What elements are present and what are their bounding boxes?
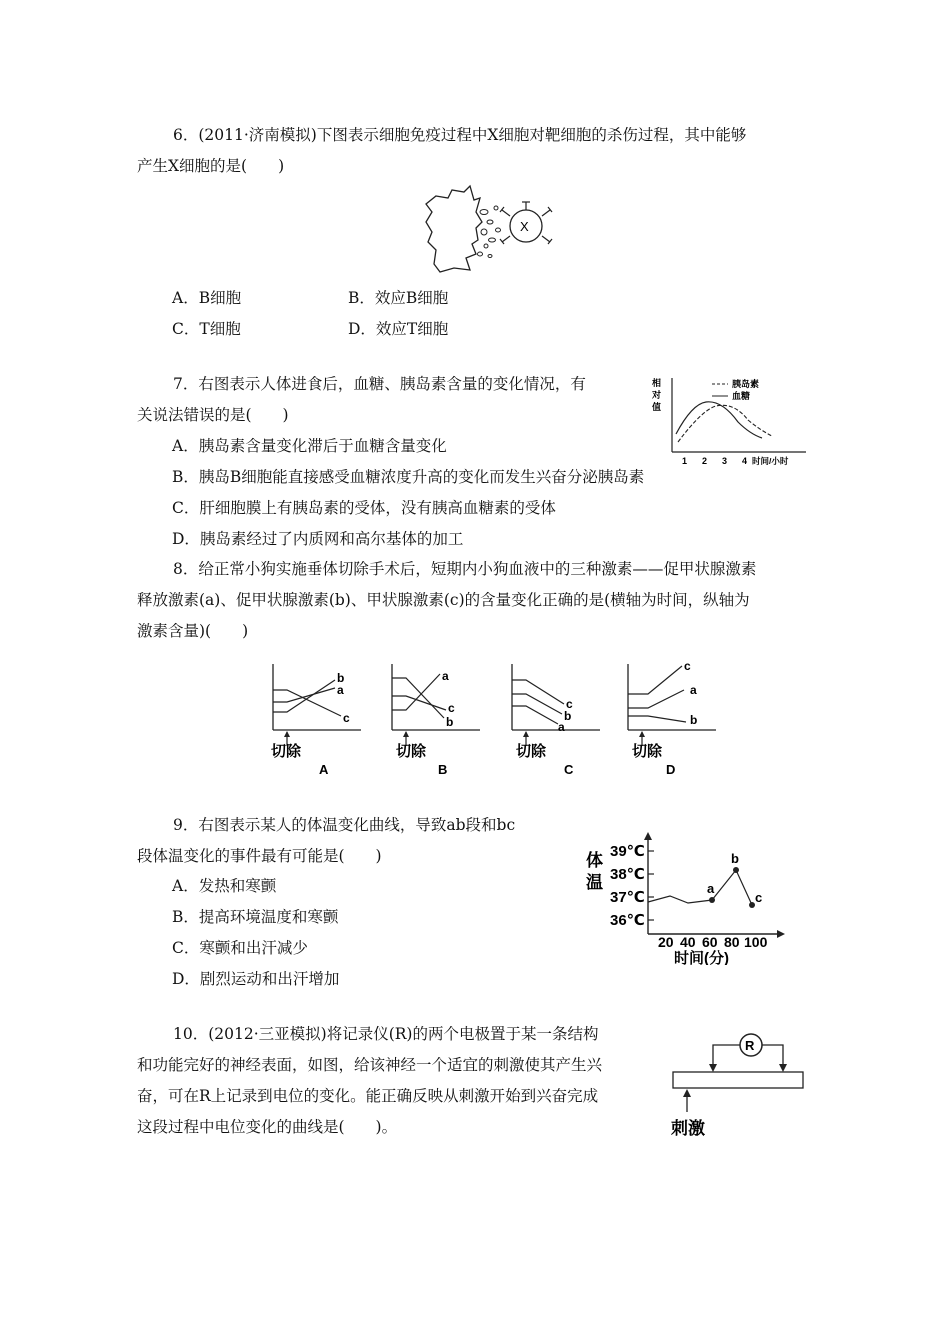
q6-option-c[interactable]: C．T细胞	[172, 320, 241, 338]
q8-c-label-a: a	[558, 720, 565, 734]
q6-stem-line2: 产生X细胞的是( )	[137, 157, 285, 175]
q7-legend-insulin: 胰岛素	[732, 379, 760, 389]
q10-stem-line4: 这段过程中电位变化的曲线是( )。	[137, 1118, 398, 1136]
q8-c-label-b: b	[564, 709, 572, 723]
electrode-left	[713, 1045, 740, 1068]
q8-c-cut-label: 切除	[516, 743, 547, 760]
q7-legend-glucose: 血糖	[732, 391, 751, 401]
q7-option-b[interactable]: B．胰岛B细胞能直接感受血糖浓度升高的变化而发生兴奋分泌胰岛素	[172, 468, 645, 486]
q9-xlabel: 时间(分)	[674, 950, 729, 965]
q9-ytick-38: 38℃	[610, 866, 645, 883]
q9-ylabel-1: 体	[586, 851, 603, 870]
q10-stem-line2: 和功能完好的神经表面，如图，给该神经一个适宜的刺激使其产生兴	[137, 1056, 603, 1074]
q8-c-title: C	[564, 762, 574, 777]
q7-option-d[interactable]: D．胰岛素经过了内质网和高尔基体的加工	[172, 530, 464, 548]
q9-point-a	[709, 897, 715, 903]
q9-body-temperature-chart	[580, 830, 790, 965]
q8-d-curve-a	[628, 690, 684, 708]
q8-b-cut-label: 切除	[396, 743, 427, 760]
q9-ytick-36: 36℃	[610, 912, 645, 929]
q10-nerve-recording-diagram	[665, 1030, 815, 1145]
q9-xtick-20: 20	[658, 934, 674, 950]
q8-a-cut-arrow	[284, 731, 290, 737]
q8-d-title: D	[666, 762, 676, 777]
q8-b-title: B	[438, 762, 448, 777]
q7-ylabel-2: 对	[652, 390, 662, 400]
q9-xtick-100: 100	[744, 934, 768, 950]
q7-glucose-insulin-chart	[650, 372, 810, 472]
q8-b-curve-c	[392, 696, 446, 710]
q8-c-label-c: c	[566, 697, 573, 711]
q6-option-a[interactable]: A．B细胞	[172, 289, 242, 307]
q10-stem-line1: 10．(2012·三亚模拟)将记录仪(R)的两个电极置于某一条结构	[173, 1025, 599, 1043]
target-cell-outline	[426, 186, 482, 272]
q8-d-cut-label: 切除	[632, 743, 663, 760]
q7-stem-line1: 7．右图表示人体进食后，血糖、胰岛素含量的变化情况，有	[173, 375, 586, 393]
q7-ylabel-3: 值	[652, 402, 662, 412]
q9-option-d[interactable]: D．剧烈运动和出汗增加	[172, 970, 340, 988]
q9-ytick-37: 37℃	[610, 889, 645, 906]
q7-ylabel-1: 相	[652, 378, 662, 388]
q9-option-c[interactable]: C．寒颤和出汗减少	[172, 939, 308, 957]
q9-xtick-60: 60	[702, 934, 718, 950]
q8-stem-line3: 激素含量)( )	[137, 622, 249, 640]
stimulus-arrow-head	[683, 1089, 691, 1097]
q8-stem-line1: 8．给正常小狗实施垂体切除手术后，短期内小狗血液中的三种激素——促甲状腺激素	[173, 560, 757, 578]
q8-a-label-a: a	[337, 683, 344, 697]
q8-stem-line2: 释放激素(a)、促甲状腺激素(b)、甲状腺激素(c)的含量变化正确的是(横轴为时间，纵轴为	[137, 591, 750, 609]
q8-d-label-c: c	[684, 660, 691, 673]
q8-panel-c[interactable]	[504, 660, 614, 780]
q9-temperature-curve	[648, 870, 752, 905]
q8-c-cut-arrow	[523, 731, 529, 737]
q9-point-b	[733, 867, 739, 873]
q8-a-label-b: b	[337, 671, 345, 685]
q8-d-label-b: b	[690, 713, 698, 727]
q8-d-label-a: a	[690, 683, 697, 697]
q9-stem-line1: 9．右图表示某人的体温变化曲线，导致ab段和bc	[173, 816, 516, 834]
cell-fragments	[478, 206, 501, 258]
q8-panel-a[interactable]	[265, 660, 375, 780]
q7-stem-line2: 关说法错误的是( )	[137, 406, 289, 424]
nerve-fiber	[673, 1072, 803, 1088]
q7-option-c[interactable]: C．肝细胞膜上有胰岛素的受体，没有胰高血糖素的受体	[172, 499, 556, 517]
q9-xtick-40: 40	[680, 934, 696, 950]
stimulus-label: 刺激	[671, 1119, 705, 1138]
q7-xtick-2: 2	[702, 456, 708, 466]
q8-c-curve-b	[512, 694, 562, 714]
q6-cell-killing-figure	[418, 182, 558, 274]
q8-b-label-b: b	[446, 715, 454, 729]
q9-option-b[interactable]: B．提高环境温度和寒颤	[172, 908, 339, 926]
x-cell-label: X	[520, 219, 529, 234]
q7-xtick-1: 1	[682, 456, 688, 466]
q7-xtick-3: 3	[722, 456, 728, 466]
q8-d-cut-arrow	[639, 731, 645, 737]
q8-a-cut-label: 切除	[271, 743, 302, 760]
q9-ylabel-2: 温	[586, 873, 603, 892]
q8-d-curve-b	[628, 716, 686, 722]
q6-stem-line1: 6．(2011·济南模拟)下图表示细胞免疫过程中X细胞对靶细胞的杀伤过程，其中能够	[173, 126, 747, 144]
q8-b-label-a: a	[442, 669, 449, 683]
q9-label-a: a	[707, 881, 715, 896]
q8-a-label-c: c	[343, 711, 350, 725]
q9-label-c: c	[755, 890, 763, 905]
q6-option-b[interactable]: B．效应B细胞	[348, 289, 449, 307]
q7-xtick-4: 4	[742, 456, 748, 466]
q8-panel-d[interactable]	[620, 660, 730, 780]
q9-label-b: b	[731, 851, 739, 866]
q8-d-curve-c	[628, 666, 682, 694]
recorder-label: R	[745, 1038, 755, 1053]
q8-c-curve-a	[512, 706, 558, 724]
q8-a-curve-b	[273, 680, 335, 712]
q9-option-a[interactable]: A．发热和寒颤	[172, 877, 277, 895]
q10-stem-line3: 奋，可在R上记录到电位的变化。能正确反映从刺激开始到兴奋完成	[137, 1087, 599, 1105]
q8-panel-b[interactable]	[384, 660, 494, 780]
q7-xlabel: 时间/小时	[752, 456, 789, 466]
q9-ytick-39: 39℃	[610, 843, 645, 860]
q7-glucose-curve	[676, 402, 762, 438]
q8-a-title: A	[319, 762, 329, 777]
q7-option-a[interactable]: A．胰岛素含量变化滞后于血糖含量变化	[172, 437, 447, 455]
q8-b-curve-a	[392, 674, 440, 710]
q9-stem-line2: 段体温变化的事件最有可能是( )	[137, 847, 382, 865]
q8-b-cut-arrow	[403, 731, 409, 737]
q8-b-label-c: c	[448, 701, 455, 715]
q6-option-d[interactable]: D．效应T细胞	[348, 320, 449, 338]
q9-xtick-80: 80	[724, 934, 740, 950]
